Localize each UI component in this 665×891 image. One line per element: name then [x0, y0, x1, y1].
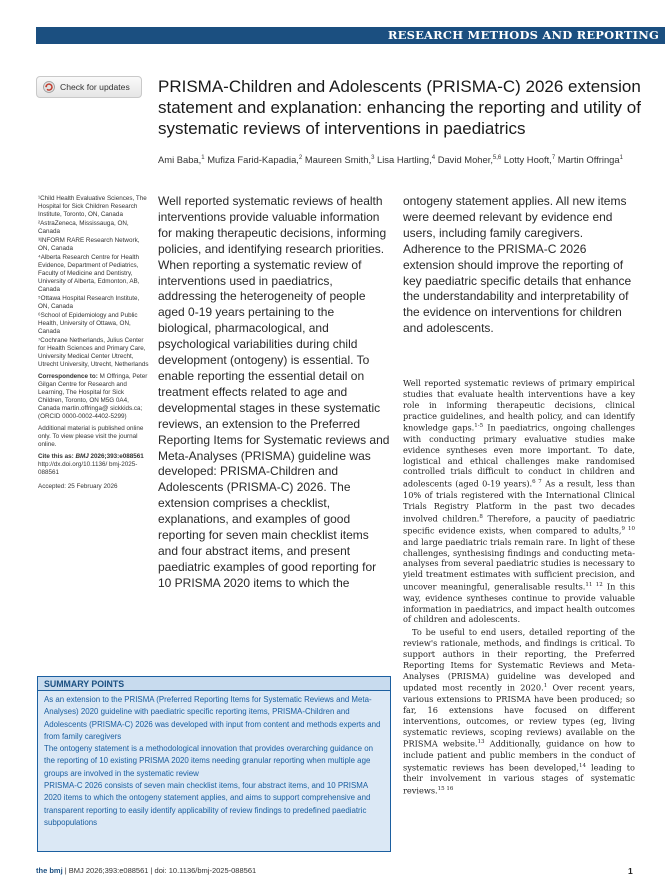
summary-points-list: [38, 691, 390, 832]
author-affiliation-mark: 5,6: [492, 155, 502, 161]
cite-journal: BMJ: [75, 453, 89, 460]
reference-mark: 1-5: [474, 423, 484, 430]
check-updates-icon: [43, 81, 55, 93]
journal-logo: the bmj: [36, 866, 63, 875]
additional-material-note: Additional material is published online only. To view please visit the journal online.: [38, 425, 144, 448]
affiliation: ³INFORM RARE Research Network, ON, Canada: [38, 237, 140, 252]
check-updates-label: Check for updates: [60, 82, 130, 92]
reference-mark: 8: [479, 513, 483, 520]
author-name: Maureen Smith,: [304, 154, 372, 166]
abstract-right: ontogeny statement applies. All new items were deemed relevant by evidence end users, including family caregivers. Adherence to the PRISMA-C 2026 extension should improve the reporting of key paediatric specific details that enhance the understandability and interpretability of the evidence on interventions for children and adolescents.: [403, 194, 632, 336]
summary-point: The ontogeny statement is a methodological innovation that provides overarching guidance on the reporting of 10 existing PRISMA 2020 items needing granular reporting when multiple age groups are involved in the systematic review: [44, 744, 373, 778]
cite-label: Cite this as:: [38, 453, 74, 460]
citation: [38, 453, 150, 477]
author-name: David Moher,: [437, 154, 493, 166]
author-name: Martin Offringa: [557, 154, 620, 166]
author-name: Lotty Hooft,: [503, 154, 552, 166]
page-footer: [36, 866, 636, 875]
author-name: Ami Baba,: [158, 154, 202, 166]
author-name: Lisa Hartling,: [377, 154, 432, 166]
summary-heading: SUMMARY POINTS: [38, 677, 390, 691]
section-label: RESEARCH METHODS AND REPORTING: [387, 28, 659, 42]
summary-point: PRISMA-C 2026 consists of seven main checklist items, four abstract items, and 10 PRISMA 2020 items to which the ontogeny statement applies, and aims to support comprehensive and transparent reporting to easily identify applicability of review findings to predefined paediatric subpopulations: [44, 781, 371, 827]
reference-mark: 6 7: [532, 479, 542, 486]
cite-doi-link[interactable]: http://dx.doi.org/10.1136/ bmj-2025-088561: [38, 461, 138, 476]
page-number: 1: [628, 866, 633, 876]
author-affiliation-mark: 2: [298, 155, 303, 161]
correspondence-text: M Offringa, Peter Gilgan Centre for Research and Learning, The Hospital for Sick Children, Toronto, ON M5G 0A4, Canada martin.offringa@ sickkids.ca;: [38, 373, 148, 412]
affiliation: ²AstraZeneca, Mississauga, ON, Canada: [38, 220, 129, 235]
reference-mark: 11 12: [585, 582, 603, 589]
reference-mark: 14: [579, 762, 587, 769]
affiliation: ⁵Ottawa Hospital Research Institute, ON, Canada: [38, 295, 140, 310]
affiliation: ¹Child Health Evaluative Sciences, The Hospital for Sick Children Research Institute, Toronto, ON, Canada: [38, 195, 147, 218]
correspondence: [38, 373, 150, 421]
affiliation-list: [38, 195, 150, 369]
author-affiliation-mark: 1: [201, 155, 205, 161]
article-title: PRISMA-Children and Adolescents (PRISMA-C) 2026 extension statement and explanation: enhancing the reporting and utility of systematic reviews of interventions in paediatrics: [158, 77, 641, 138]
summary-point: As an extension to the PRISMA (Preferred Reporting Items for Systematic Reviews and Meta-Analyses) 2020 guideline with paediatric specific reporting items, PRISMA-Children and Adolescents (PRISMA-C) 2026 was developed with input from content and methods experts and from family caregivers: [44, 695, 381, 741]
accepted-date: Accepted: 25 February 2026: [38, 483, 118, 490]
affiliations-sidebar: [38, 195, 150, 492]
author-affiliation-mark: 4: [431, 155, 436, 161]
body-paragraph-1: Well reported systematic reviews of primary empirical studies that evaluate health interventions have a key role in informing therapeutic decisions, clinical practice guidelines, and health policy, and can identify knowledge gaps.$^{1-5}$ In paediatrics, ongoing challenges with conducting primary evaluative studies make evidence syntheses even more important. To date, logistical and ethical challenges make randomised controlled trials difficult to conduct in children and adolescents (aged 0-19 years).$^{6 7}$ As a result, less than 10% of trials registered with the International Clinical Trials Registry Platform in the past two decades involved children.$^8$ Therefore, a paucity of paediatric specific evidence exists, when compared to adults,$^{9 10}$ and large paediatric trials remain rare. In light of these challenges, synthesising findings and conducting meta-analyses from several paediatric studies is necessary to yield treatment estimates with sufficient precision, and uncover meaningful, generalisable results.$^{11 12}$ In this way, evidence syntheses continue to provide valuable information in paediatrics, and impact health outcomes of children and adolescents.: [403, 378, 636, 625]
affiliation: ⁷Cochrane Netherlands, Julius Center for Health Sciences and Primary Care, University Medical Center Utrecht, Utrecht University, Utrecht, Netherlands: [38, 337, 149, 368]
check-for-updates-button[interactable]: [36, 76, 142, 98]
cite-ref: 2026;393:e088561: [90, 453, 144, 460]
abstract-left: Well reported systematic reviews of health interventions provide valuable information for making therapeutic decisions, informing policies, and identifying research priorities. When reporting a systematic review of interventions used in paediatrics, addressing the heterogeneity of people aged 0-19 years pertaining to the biological, pharmacological, and psychological variabilities during child development (ontogeny) is essential. To enable reporting the essential detail on treatment effects related to age and developmental stages in these systematic reviews, an extension to the Preferred Reporting Items for Systematic reviews and Meta-Analyses (PRISMA) guideline was developed: PRISMA-Children and Adolescents (PRISMA-C) 2026. The extension comprises a checklist, explanations, and examples of good reporting for seven main checklist items and four abstract items, and present paediatric examples of good reporting for 10 PRISMA 2020 items to which the: [158, 194, 390, 590]
reference-mark: 1: [543, 683, 548, 690]
author-affiliation-mark: 7: [551, 155, 556, 161]
author-affiliation-mark: 1: [619, 155, 623, 161]
author-name: Mufiza Farid-Kapadia,: [207, 154, 299, 166]
section-banner: [36, 27, 665, 44]
footer-citation: | BMJ 2026;393:e088561 | doi: 10.1136/bmj-2025-088561: [62, 866, 257, 875]
orcid: (ORCID 0000-0002-4402-5299): [38, 413, 127, 420]
body-text: [403, 378, 635, 797]
affiliation: ⁶School of Epidemiology and Public Health, University of Ottawa, ON, Canada: [38, 312, 138, 335]
correspondence-label: Correspondence to:: [38, 373, 98, 380]
author-affiliation-mark: 3: [371, 155, 375, 161]
body-paragraph-2: To be useful to end users, detailed reporting of the review's rationale, methods, and findings is critical. To support authors in their reporting, the Preferred Reporting Items for Systematic Reviews and Meta-Analyses (PRISMA) guideline was developed and updated most recently in 2020.$^1$ Over recent years, various extensions to PRISMA have been produced; so far, 16 extensions have focused on different interventions, outcomes, or review types (eg, living systematic reviews, scoping reviews) available on the PRISMA website.$^{13}$ Additionally, guidance on how to include patient and public members in the conduct of systematic reviews has been developed,$^{14}$ leading to their involvement in various stages of systematic reviews.$^{15 16}$: [403, 627, 636, 796]
affiliation: ⁴Alberta Research Centre for Health Evidence, Department of Pediatrics, Faculty of Medicine and Dentistry, University of Alberta, Edmonton, AB, Canada: [38, 254, 140, 293]
reference-mark: 15 16: [437, 786, 454, 793]
author-list: [158, 152, 648, 166]
reference-mark: 13: [477, 739, 485, 746]
reference-mark: 9 10: [621, 526, 635, 533]
summary-points-box: [37, 676, 391, 852]
